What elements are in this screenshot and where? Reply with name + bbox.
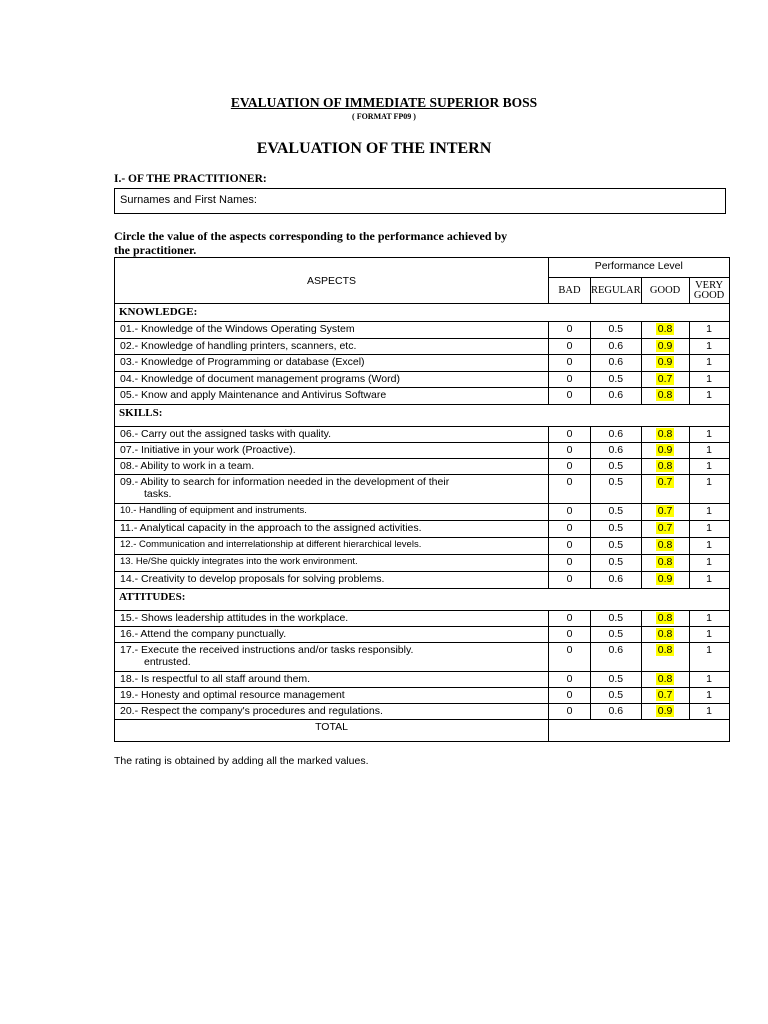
score-value: 0: [566, 428, 573, 440]
score-value: 0.5: [608, 522, 624, 534]
score-value: 0.6: [608, 428, 624, 440]
score-bad[interactable]: [549, 372, 591, 388]
score-good[interactable]: [641, 504, 689, 521]
score-regular[interactable]: [591, 704, 642, 720]
aspect-text: [115, 611, 549, 627]
score-value: 0.5: [608, 476, 624, 488]
score-very-good[interactable]: [689, 427, 729, 443]
score-bad[interactable]: [549, 643, 591, 672]
level-header-bad: BAD: [549, 278, 591, 304]
score-value: 1: [706, 628, 713, 640]
table-row: [115, 443, 730, 459]
level-header-good: GOOD: [641, 278, 689, 304]
score-very-good[interactable]: [689, 443, 729, 459]
score-value-highlighted: 0.8: [657, 428, 673, 440]
score-value: 0: [566, 460, 573, 472]
aspect-line: 06.- Carry out the assigned tasks with quality.: [120, 428, 332, 440]
evaluation-title: EVALUATION OF THE INTERN: [256, 140, 492, 157]
score-good[interactable]: [641, 388, 689, 405]
score-very-good[interactable]: [689, 572, 729, 589]
score-value: 0: [566, 373, 573, 385]
score-value-highlighted: 0.9: [657, 705, 673, 717]
score-good[interactable]: [641, 322, 689, 339]
score-very-good[interactable]: [689, 339, 729, 355]
score-value: 0.6: [608, 356, 624, 368]
score-value-highlighted: 0.7: [657, 373, 673, 385]
score-value: 1: [706, 373, 713, 385]
score-value-highlighted: 0.9: [657, 340, 673, 352]
score-bad[interactable]: [549, 427, 591, 443]
score-value: 0.6: [608, 573, 624, 585]
score-bad[interactable]: [549, 504, 591, 521]
score-value: 0: [566, 476, 573, 488]
format-code: ( FORMAT FP09 ): [352, 112, 416, 121]
score-very-good[interactable]: [689, 704, 729, 720]
score-regular[interactable]: [591, 355, 642, 372]
table-row: [115, 688, 730, 704]
score-value: 0.6: [608, 389, 624, 401]
score-value: 1: [706, 612, 713, 624]
score-regular[interactable]: [591, 521, 642, 538]
aspect-text: [115, 672, 549, 688]
aspect-line: 03.- Knowledge of Programming or database (Excel): [120, 356, 365, 368]
score-value: 0: [566, 644, 573, 656]
score-value: 0: [566, 689, 573, 701]
score-value-highlighted: 0.7: [657, 689, 673, 701]
aspect-line: 11.- Analytical capacity in the approach to the assigned activities.: [120, 522, 422, 534]
score-value: 0: [566, 323, 573, 335]
table-row: [115, 572, 730, 589]
score-regular[interactable]: [591, 611, 642, 627]
score-good[interactable]: [641, 627, 689, 643]
score-value: 1: [706, 356, 713, 368]
score-good[interactable]: [641, 443, 689, 459]
score-value-highlighted: 0.8: [657, 323, 673, 335]
category-row: [115, 589, 730, 611]
document-title-underlined: EVALUATION OF IMMEDIATE SUPERIO: [230, 95, 490, 110]
score-very-good[interactable]: [689, 611, 729, 627]
score-regular[interactable]: [591, 627, 642, 643]
score-value: 0.5: [608, 323, 624, 335]
score-bad[interactable]: [549, 322, 591, 339]
score-value: 1: [706, 444, 713, 456]
score-very-good[interactable]: [689, 688, 729, 704]
score-value: 1: [706, 522, 713, 534]
aspect-line: 13. He/She quickly integrates into the work environment.: [120, 556, 358, 567]
score-very-good[interactable]: [689, 555, 729, 572]
aspect-text: [115, 704, 549, 720]
score-bad[interactable]: [549, 538, 591, 555]
total-row: [115, 720, 730, 742]
score-good[interactable]: [641, 427, 689, 443]
aspect-line: 02.- Knowledge of handling printers, scanners, etc.: [120, 340, 357, 352]
aspect-line: 04.- Knowledge of document management programs (Word): [120, 373, 400, 385]
score-good[interactable]: [641, 339, 689, 355]
evaluation-table: [114, 257, 730, 742]
aspect-text: [115, 459, 549, 475]
aspect-line-continued: tasks.: [144, 488, 172, 500]
score-bad[interactable]: [549, 704, 591, 720]
score-regular[interactable]: [591, 672, 642, 688]
table-row: [115, 388, 730, 405]
aspect-line: 07.- Initiative in your work (Proactive).: [120, 444, 296, 456]
score-value: 1: [706, 460, 713, 472]
score-bad[interactable]: [549, 388, 591, 405]
instructions-line-1: Circle the value of the aspects corresponding to the performance achieved by: [114, 229, 508, 243]
score-very-good[interactable]: [689, 322, 729, 339]
score-bad[interactable]: [549, 459, 591, 475]
aspect-text: [115, 627, 549, 643]
score-value-highlighted: 0.8: [657, 460, 673, 472]
score-regular[interactable]: [591, 555, 642, 572]
level-header-very: VERY: [695, 279, 724, 291]
aspect-text: [115, 688, 549, 704]
score-value: 0.5: [608, 612, 624, 624]
aspect-line: 14.- Creativity to develop proposals for solving problems.: [120, 573, 385, 585]
score-value-highlighted: 0.8: [657, 556, 673, 568]
score-bad[interactable]: [549, 672, 591, 688]
level-header-very-good: [689, 278, 729, 304]
aspect-text: [115, 521, 549, 538]
aspect-text: [115, 504, 549, 521]
category-heading: ATTITUDES:: [115, 589, 730, 611]
category-row: [115, 405, 730, 427]
score-value-highlighted: 0.9: [657, 573, 673, 585]
score-good[interactable]: [641, 538, 689, 555]
score-bad[interactable]: [549, 443, 591, 459]
score-good[interactable]: [641, 475, 689, 504]
aspect-text: [115, 372, 549, 388]
score-value: 0: [566, 444, 573, 456]
document-title: [0, 95, 768, 111]
score-regular[interactable]: [591, 443, 642, 459]
score-value: 1: [706, 644, 713, 656]
score-value: 0: [566, 522, 573, 534]
score-value: 0: [566, 505, 573, 517]
aspect-line: 19.- Honesty and optimal resource management: [120, 689, 345, 701]
score-value-highlighted: 0.9: [657, 444, 673, 456]
score-bad[interactable]: [549, 339, 591, 355]
aspect-text: [115, 443, 549, 459]
score-value: 0.5: [608, 689, 624, 701]
aspect-line: 10.- Handling of equipment and instruments.: [120, 505, 307, 516]
aspect-text: [115, 643, 549, 672]
score-value: 0: [566, 556, 573, 568]
aspect-line: 20.- Respect the company's procedures and regulations.: [120, 705, 383, 717]
score-very-good[interactable]: [689, 627, 729, 643]
score-value-highlighted: 0.7: [657, 476, 673, 488]
score-value: 0: [566, 389, 573, 401]
score-value: 0: [566, 356, 573, 368]
category-row: [115, 304, 730, 322]
aspect-line: 09.- Ability to search for information needed in the development of their: [120, 476, 450, 488]
table-row: [115, 504, 730, 521]
score-very-good[interactable]: [689, 372, 729, 388]
aspect-text: [115, 322, 549, 339]
score-value: 1: [706, 539, 713, 551]
table-row: [115, 611, 730, 627]
total-label: TOTAL: [115, 720, 549, 742]
score-regular[interactable]: [591, 459, 642, 475]
score-value: 1: [706, 689, 713, 701]
score-value: 0: [566, 705, 573, 717]
table-row: [115, 538, 730, 555]
rating-note: The rating is obtained by adding all the marked values.: [114, 755, 369, 767]
total-value-cell[interactable]: [549, 720, 730, 742]
score-value-highlighted: 0.7: [657, 505, 673, 517]
score-regular[interactable]: [591, 322, 642, 339]
score-very-good[interactable]: [689, 504, 729, 521]
score-value: 1: [706, 556, 713, 568]
score-value-highlighted: 0.8: [657, 612, 673, 624]
score-very-good[interactable]: [689, 475, 729, 504]
score-value: 0.5: [608, 373, 624, 385]
score-value: 0: [566, 628, 573, 640]
score-regular[interactable]: [591, 538, 642, 555]
practitioner-heading: I.- OF THE PRACTITIONER:: [114, 173, 267, 185]
score-value-highlighted: 0.8: [657, 389, 673, 401]
instructions: [114, 229, 534, 257]
score-value: 1: [706, 673, 713, 685]
table-row: [115, 459, 730, 475]
score-very-good[interactable]: [689, 388, 729, 405]
score-value-highlighted: 0.8: [657, 644, 673, 656]
score-value: 1: [706, 340, 713, 352]
score-value: 0.5: [608, 673, 624, 685]
score-bad[interactable]: [549, 521, 591, 538]
score-regular[interactable]: [591, 643, 642, 672]
aspect-line: 15.- Shows leadership attitudes in the workplace.: [120, 612, 349, 624]
score-good[interactable]: [641, 704, 689, 720]
score-value-highlighted: 0.9: [657, 356, 673, 368]
score-value: 0.6: [608, 444, 624, 456]
aspect-text: [115, 475, 549, 504]
table-row: [115, 627, 730, 643]
aspect-line: 12.- Communication and interrelationship at different hierarchical levels.: [120, 539, 422, 550]
score-regular[interactable]: [591, 688, 642, 704]
score-value: 0: [566, 340, 573, 352]
score-value: 0: [566, 612, 573, 624]
score-value: 0.6: [608, 644, 624, 656]
aspect-text: [115, 355, 549, 372]
score-value-highlighted: 0.8: [657, 539, 673, 551]
score-very-good[interactable]: [689, 538, 729, 555]
score-very-good[interactable]: [689, 355, 729, 372]
table-row: [115, 555, 730, 572]
table-row: [115, 339, 730, 355]
score-regular[interactable]: [591, 504, 642, 521]
table-row: [115, 372, 730, 388]
score-value: 0.5: [608, 539, 624, 551]
score-value: 0.5: [608, 628, 624, 640]
score-value: 1: [706, 323, 713, 335]
name-field-label: Surnames and First Names:: [120, 194, 257, 206]
score-value: 1: [706, 505, 713, 517]
score-very-good[interactable]: [689, 672, 729, 688]
score-very-good[interactable]: [689, 459, 729, 475]
category-heading: SKILLS:: [115, 405, 730, 427]
aspect-text: [115, 555, 549, 572]
score-good[interactable]: [641, 611, 689, 627]
score-bad[interactable]: [549, 555, 591, 572]
aspect-text: [115, 538, 549, 555]
score-good[interactable]: [641, 688, 689, 704]
score-bad[interactable]: [549, 688, 591, 704]
score-value: 0: [566, 573, 573, 585]
table-row: [115, 521, 730, 538]
score-regular[interactable]: [591, 427, 642, 443]
level-header-regular: REGULAR: [591, 278, 642, 304]
score-good[interactable]: [641, 521, 689, 538]
score-bad[interactable]: [549, 627, 591, 643]
score-value: 1: [706, 705, 713, 717]
score-good[interactable]: [641, 555, 689, 572]
table-row: [115, 355, 730, 372]
aspect-text: [115, 339, 549, 355]
aspect-line-continued: entrusted.: [144, 656, 191, 668]
level-header-very-good-2: GOOD: [693, 289, 725, 301]
aspect-line: 01.- Knowledge of the Windows Operating System: [120, 323, 355, 335]
table-row: [115, 672, 730, 688]
score-regular[interactable]: [591, 372, 642, 388]
score-value: 0.6: [608, 705, 624, 717]
score-value: 0.5: [608, 460, 624, 472]
score-value: 0: [566, 539, 573, 551]
score-value: 1: [706, 573, 713, 585]
score-good[interactable]: [641, 572, 689, 589]
aspect-line: 08.- Ability to work in a team.: [120, 460, 255, 472]
table-row: [115, 322, 730, 339]
score-value: 0.5: [608, 505, 624, 517]
aspect-line: 16.- Attend the company punctually.: [120, 628, 287, 640]
score-value: 1: [706, 428, 713, 440]
table-row: [115, 704, 730, 720]
score-value: 1: [706, 476, 713, 488]
score-good[interactable]: [641, 643, 689, 672]
instructions-line-2: the practitioner.: [114, 243, 197, 257]
document-title-rest: R BOSS: [489, 95, 538, 110]
score-value: 0.6: [608, 340, 624, 352]
score-regular[interactable]: [591, 339, 642, 355]
score-value-highlighted: 0.8: [657, 673, 673, 685]
score-value-highlighted: 0.7: [657, 522, 673, 534]
score-regular[interactable]: [591, 572, 642, 589]
score-good[interactable]: [641, 672, 689, 688]
score-value: 0.5: [608, 556, 624, 568]
aspect-text: [115, 572, 549, 589]
aspect-text: [115, 388, 549, 405]
name-field[interactable]: [114, 188, 726, 214]
aspects-header: ASPECTS: [115, 258, 549, 304]
score-good[interactable]: [641, 355, 689, 372]
score-regular[interactable]: [591, 388, 642, 405]
score-good[interactable]: [641, 372, 689, 388]
score-very-good[interactable]: [689, 643, 729, 672]
score-good[interactable]: [641, 459, 689, 475]
score-value: 1: [706, 389, 713, 401]
score-bad[interactable]: [549, 611, 591, 627]
score-regular[interactable]: [591, 475, 642, 504]
aspect-text: [115, 427, 549, 443]
table-row: [115, 475, 730, 504]
score-value: 0: [566, 673, 573, 685]
score-value-highlighted: 0.8: [657, 628, 673, 640]
aspect-line: 18.- Is respectful to all staff around them.: [120, 673, 311, 685]
category-heading: KNOWLEDGE:: [115, 304, 730, 322]
score-bad[interactable]: [549, 355, 591, 372]
table-row: [115, 643, 730, 672]
table-row: [115, 427, 730, 443]
performance-level-header: Performance Level: [549, 258, 730, 278]
aspect-line: 17.- Execute the received instructions and/or tasks responsibly.: [120, 644, 414, 656]
score-bad[interactable]: [549, 475, 591, 504]
score-bad[interactable]: [549, 572, 591, 589]
score-very-good[interactable]: [689, 521, 729, 538]
aspect-line: 05.- Know and apply Maintenance and Antivirus Software: [120, 389, 387, 401]
